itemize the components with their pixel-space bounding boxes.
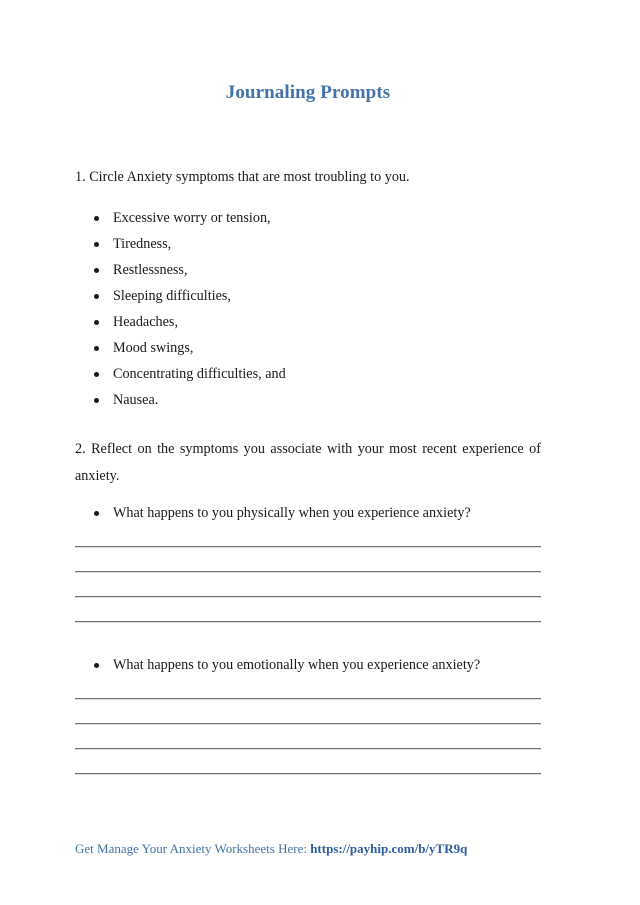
footer-link[interactable]: https://payhip.com/b/yTR9q [310,841,468,856]
bullet-icon [94,346,99,351]
list-item-label: Tiredness, [113,236,172,252]
list-item [75,231,541,257]
answer-line[interactable] [75,621,541,622]
answer-line[interactable] [75,748,541,749]
bullet-icon [94,398,99,403]
bullet-icon [94,216,99,221]
list-item [75,283,541,309]
list-item [75,257,541,283]
list-item-label: Restlessness, [113,262,188,278]
list-item [75,205,541,231]
bullet-icon [94,268,99,273]
list-item-label: Headaches, [113,314,178,330]
list-item-label: Nausea. [113,392,159,408]
list-item-label: Mood swings, [113,340,194,356]
list-item [75,387,541,413]
bullet-icon [94,663,99,668]
footer [75,840,541,858]
answer-line[interactable] [75,571,541,572]
prompt-1-text: 1. Circle Anxiety symptoms that are most troubling to you. [75,169,410,185]
question-label: What happens to you emotionally when you experience anxiety? [113,657,481,673]
answer-line[interactable] [75,596,541,597]
footer-label: Get Manage Your Anxiety Worksheets Here: [75,841,307,856]
question-label: What happens to you physically when you experience anxiety? [113,505,471,521]
list-item [75,652,541,678]
answer-line[interactable] [75,698,541,699]
answer-lines-group-1 [75,546,541,622]
bullet-icon [94,242,99,247]
symptom-list [75,205,541,413]
list-item [75,335,541,361]
page-title: Journaling Prompts [225,82,391,103]
bullet-icon [94,294,99,299]
prompt-2-question-1-list [75,500,541,526]
list-item-label: Concentrating difficulties, and [113,366,286,382]
prompt-2-text: 2. Reflect on the symptoms you associate with your most recent experience of anxiety. [75,441,541,484]
answer-line[interactable] [75,773,541,774]
bullet-icon [94,320,99,325]
prompt-2-question-2-list [75,652,541,678]
answer-line[interactable] [75,546,541,547]
list-item [75,361,541,387]
list-item-label: Excessive worry or tension, [113,210,271,226]
bullet-icon [94,372,99,377]
list-item [75,500,541,526]
list-item [75,309,541,335]
answer-lines-group-2 [75,698,541,774]
bullet-icon [94,511,99,516]
answer-line[interactable] [75,723,541,724]
list-item-label: Sleeping difficulties, [113,288,231,304]
